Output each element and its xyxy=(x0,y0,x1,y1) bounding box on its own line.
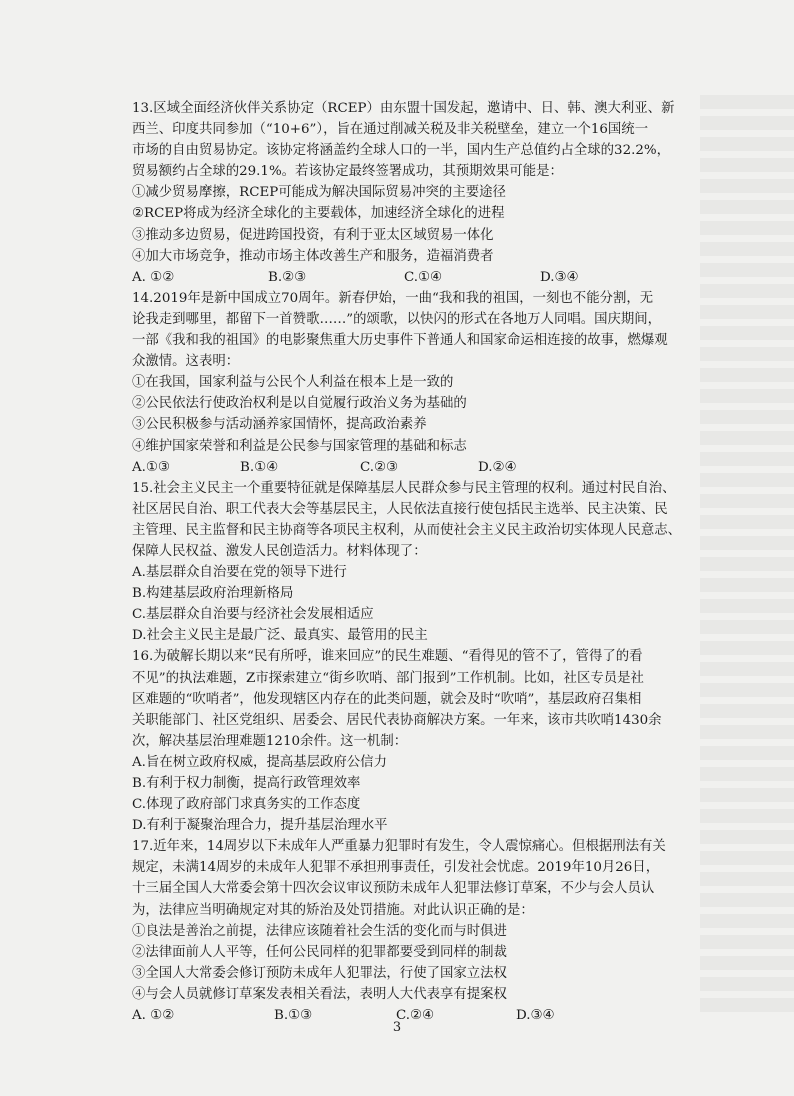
option-b: B.②③ xyxy=(268,269,307,285)
option-b: B.构建基层政府治理新格局 xyxy=(132,586,294,602)
page-number: 3 xyxy=(392,1020,402,1035)
option-c: C.①④ xyxy=(404,269,443,285)
statement: ④与会人员就修订草案发表相关看法，表明人大代表享有提案权 xyxy=(132,986,507,1002)
question-line: 15.社会主义民主一个重要特征就是保障基层人民群众参与民主管理的权利。通过村民自治、 xyxy=(132,480,676,496)
option-c: C.②③ xyxy=(360,459,399,475)
question-line: 关职能部门、社区党组织、居委会、居民代表协商解决方案。一年来，该市共吹哨1430余 xyxy=(132,712,662,728)
question-line: 16.为破解长期以来“民有所呼，谁来回应”的民生难题、“看得见的管不了，管得了的看 xyxy=(132,649,643,665)
statement: ②法律面前人人平等，任何公民同样的犯罪都要受到同样的制裁 xyxy=(132,944,507,960)
question-17 xyxy=(132,836,694,1026)
question-line: 社区居民自治、职工代表大会等基层民主，人民依法直接行使包括民主选举、民主决策、民 xyxy=(132,501,668,517)
statement: ①减少贸易摩擦，RCEP可能成为解决国际贸易冲突的主要途径 xyxy=(132,185,506,201)
option-d: D.社会主义民主是最广泛、最真实、最管用的民主 xyxy=(132,628,428,644)
option-b: B.有利于权力制衡，提高行政管理效率 xyxy=(132,776,361,791)
question-line: 13.区域全面经济伙伴关系协定（RCEP）由东盟十国发起，邀请中、日、韩、澳大利亚、新 xyxy=(132,101,675,116)
option-d: D.③④ xyxy=(540,269,579,285)
option-d: D.有利于凝聚治理合力，提升基层治理水平 xyxy=(132,818,388,834)
answer-options xyxy=(132,267,694,288)
question-line: 次，解决基层治理难题1210余件。这一机制： xyxy=(132,733,408,749)
question-line: 为，法律应当明确规定对其的矫治及处罚措施。对此认识正确的是： xyxy=(132,902,534,918)
statement: ③全国人大常委会修订预防未成年人犯罪法，行使了国家立法权 xyxy=(132,965,507,981)
option-a: A. ①② xyxy=(132,269,175,285)
answer-options xyxy=(132,457,694,478)
answer-options xyxy=(132,1005,694,1026)
adjacent-page-bleed xyxy=(700,95,794,1015)
option-a: A. ①② xyxy=(132,1008,175,1024)
statement: ④维护国家荣誉和利益是公民参与国家管理的基础和标志 xyxy=(132,438,467,454)
option-c: C.基层群众自治要与经济社会发展相适应 xyxy=(132,607,374,623)
option-c: C.②④ xyxy=(396,1008,435,1024)
option-a: A.①③ xyxy=(132,459,170,475)
statement: ②RCEP将成为经济全球化的主要载体，加速经济全球化的进程 xyxy=(132,206,505,222)
option-b: B.①④ xyxy=(240,459,279,475)
question-line: 一部《我和我的祖国》的电影聚焦重大历史事件下普通人和国家命运相连接的故事，燃爆观 xyxy=(132,333,668,349)
question-15 xyxy=(132,478,694,647)
question-line: 论我走到哪里，都留下一首赞歌……”的颂歌，以快闪的形式在各地万人同唱。国庆期间， xyxy=(132,311,662,327)
option-a: A.旨在树立政府权威，提高基层政府公信力 xyxy=(132,754,387,770)
statement: ④加大市场竞争，推动市场主体改善生产和服务，造福消费者 xyxy=(132,248,494,264)
question-line: 市场的自由贸易协定。该协定将涵盖约全球人口的一半，国内生产总值约占全球的32.2%， xyxy=(132,143,670,159)
statement: ②公民依法行使政治权利是以自觉履行政治义务为基础的 xyxy=(132,396,467,412)
option-a: A.基层群众自治要在党的领导下进行 xyxy=(132,565,347,581)
question-line: 保障人民权益、激发人民创造活力。材料体现了： xyxy=(132,543,427,559)
question-line: 众激情。这表明： xyxy=(132,354,240,370)
statement: ①在我国，国家利益与公民个人利益在根本上是一致的 xyxy=(132,375,454,391)
question-line: 不见”的执法难题，Z市探索建立“街乡吹哨、部门报到”工作机制。比如，社区专员是社 xyxy=(132,670,644,686)
question-16 xyxy=(132,646,694,836)
option-c: C.体现了政府部门求真务实的工作态度 xyxy=(132,797,361,813)
question-13 xyxy=(132,98,694,288)
option-b: B.①③ xyxy=(274,1008,313,1024)
question-line: 十三届全国人大常委会第十四次会议审议预防未成年人犯罪法修订草案，不少与会人员认 xyxy=(132,881,655,897)
question-list xyxy=(132,98,694,1026)
question-line: 区难题的“吹哨者”，他发现辖区内存在的此类问题，就会及时“吹哨”，基层政府召集相 xyxy=(132,691,642,707)
question-line: 西兰、印度共同参加（“10+6”），旨在通过削减关税及非关税壁垒，建立一个16国统一 xyxy=(132,122,649,138)
statement: ③公民积极参与活动涵养家国情怀，提高政治素养 xyxy=(132,417,427,433)
question-line: 贸易额约占全球的29.1%。若该协定最终签署成功，其预期效果可能是： xyxy=(132,164,563,180)
option-d: D.③④ xyxy=(516,1008,555,1024)
question-line: 17.近年来，14周岁以下未成年人严重暴力犯罪时有发生，令人震惊痛心。但根据刑法有关 xyxy=(132,839,666,855)
question-14 xyxy=(132,288,694,478)
statement: ③推动多边贸易，促进跨国投资，有利于亚太区域贸易一体化 xyxy=(132,227,494,243)
question-line: 主管理、民主监督和民主协商等各项民主权利，从而使社会主义民主政治切实体现人民意志、 xyxy=(132,522,682,538)
statement: ①良法是善治之前提，法律应该随着社会生活的变化而与时俱进 xyxy=(132,923,507,939)
question-line: 规定，未满14周岁的未成年人犯罪不承担刑事责任，引发社会忧虑。2019年10月26日， xyxy=(132,860,660,876)
option-d: D.②④ xyxy=(478,459,517,475)
question-line: 14.2019年是新中国成立70周年。新春伊始，一曲“我和我的祖国，一刻也不能分割，无 xyxy=(132,290,654,306)
